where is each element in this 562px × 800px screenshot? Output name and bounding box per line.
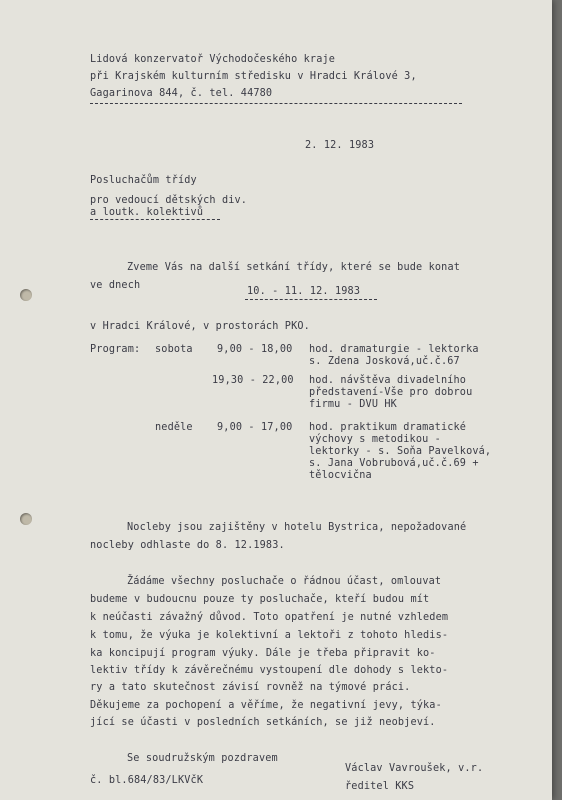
program-detail: výchovy s metodikou - [309,434,441,445]
reference-number: č. bl.684/83/LKVčK [90,775,204,786]
program-label: Program: [90,344,141,355]
letterhead-organization: Lidová konzervatoř Východočeského kraje [90,54,336,65]
lodging-text: Nocleby jsou zajištěny v hotelu Bystrica, nepožadované [127,522,467,533]
program-detail: s. Jana Vobrubová,uč.č.69 + [309,458,479,469]
lodging-text: nocleby odhlaste do 8. 12.1983. [90,540,285,551]
meeting-dates: 10. - 11. 12. 1983 [247,286,361,297]
request-line: Žádáme všechny posluchače o řádnou účast, omlouvat [127,576,442,587]
recipient-underline [90,219,220,220]
program-time: 9,00 - 17,00 [217,422,293,433]
recipient-line: Posluchačům třídy [90,175,197,186]
request-line: budeme v budoucnu pouze ty posluchače, kteří budou mít [90,594,430,605]
dates-underline [245,299,377,300]
recipient-line: pro vedoucí dětských div. [90,195,248,206]
invitation-text: Zveme Vás na další setkání třídy, které se bude konat [127,262,461,273]
request-line: jící se účasti v posledních setkáních, se již neobjeví. [90,717,436,728]
program-detail: hod. dramaturgie - lektorka [309,344,479,355]
signature-name: Václav Vavroušek, v.r. [345,763,484,774]
request-line: lektiv třídy k závěrečnému vystoupení dle dohody s lekto- [90,665,449,676]
program-detail: tělocvična [309,470,372,481]
program-detail: firmu - DVU HK [309,399,397,410]
program-detail: s. Zdena Josková,uč.č.67 [309,356,460,367]
signature-title: ředitel KKS [345,781,415,792]
closing-salutation: Se soudružským pozdravem [127,753,278,764]
punch-hole-top [20,289,32,301]
program-day: sobota [155,344,193,355]
request-line: ry a tato skutečnost závisí rovněž na týmové práci. [90,682,411,693]
program-time: 9,00 - 18,00 [217,344,293,355]
program-detail: hod. praktikum dramatické [309,422,467,433]
letterhead-institution: při Krajském kulturním středisku v Hradci Králové 3, [90,71,417,82]
letterhead-address: Gagarinova 844, č. tel. 44780 [90,88,273,99]
request-line: Děkujeme za pochopení a věříme, že negativní jevy, týka- [90,700,442,711]
program-detail: hod. návštěva divadelního [309,375,467,386]
program-day: neděle [155,422,193,433]
letterhead-rule [90,103,462,104]
letter-date: 2. 12. 1983 [305,140,375,151]
request-line: k neúčasti závažný důvod. Toto opatření je nutné vzhledem [90,612,449,623]
invitation-prefix: ve dnech [90,280,141,291]
location-text: v Hradci Králové, v prostorách PKO. [90,321,310,332]
program-detail: představení-Vše pro dobrou [309,387,473,398]
punch-hole-bottom [20,513,32,525]
request-line: ka koncipují program výuky. Dále je třeba připravit ko- [90,648,436,659]
recipient-line: a loutk. kolektivů [90,207,204,218]
program-detail: lektorky - s. Soňa Pavelková, [309,446,492,457]
program-time: 19,30 - 22,00 [212,375,294,386]
request-line: k tomu, že výuka je kolektivní a lektoři z tohoto hledis- [90,630,449,641]
